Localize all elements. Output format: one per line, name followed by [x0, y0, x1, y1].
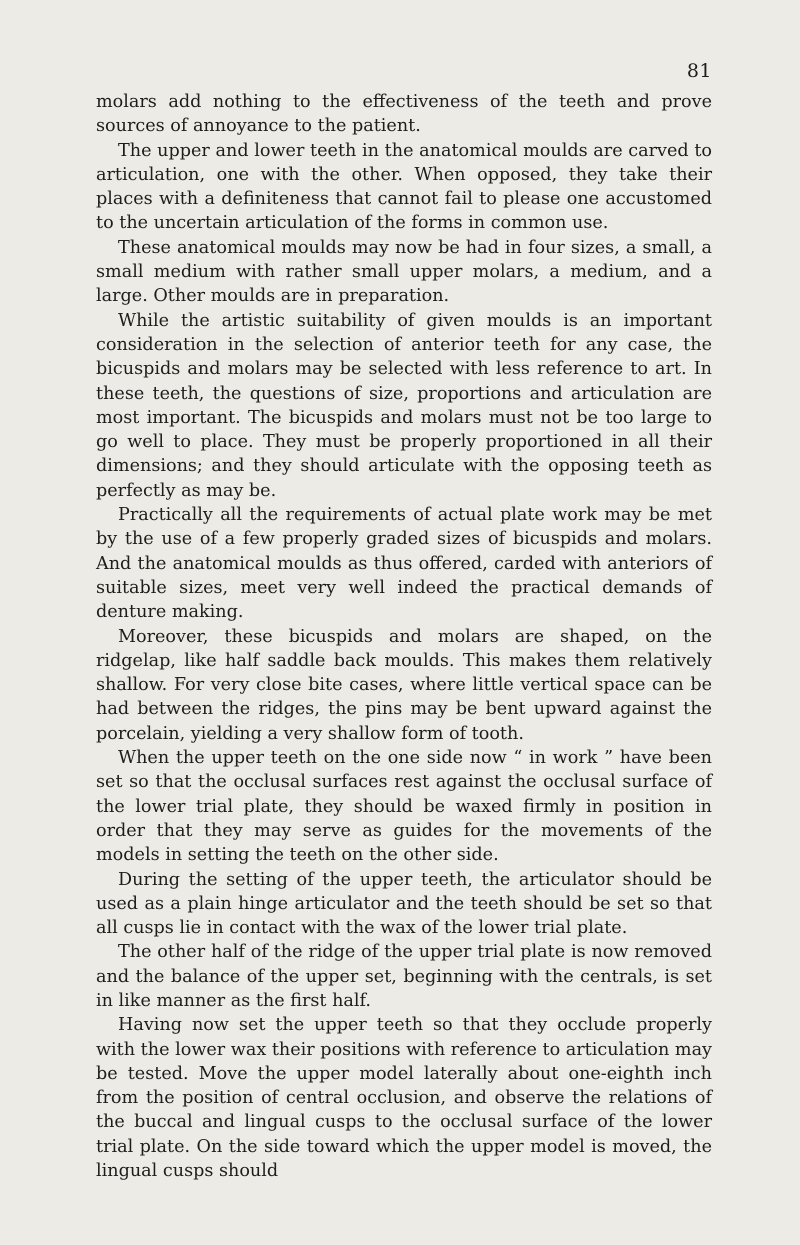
- paragraph: molars add nothing to the effectiveness of the teeth and prove sources of annoyance to the patient.: [96, 92, 712, 137]
- page-number: 81: [686, 60, 712, 82]
- paragraph: The other half of the ridge of the upper trial plate is now removed and the balance of the upper set, beginning with the centrals, is set in like manner as the first half.: [96, 942, 712, 1011]
- body-text: [96, 90, 712, 1183]
- paragraph: Practically all the requirements of actual plate work may be met by the use of a few properly graded sizes of bicuspids and molars. And the anatomical moulds as thus offered, carded with anteriors of suitable sizes, meet very well indeed the practical demands of denture making.: [96, 505, 712, 623]
- paragraph: Having now set the upper teeth so that they occlude properly with the lower wax their positions with reference to articulation may be tested. Move the upper model laterally about one-eighth inch from the position of central occlusion, and observe the relations of the buccal and lingual cusps to the occlusal surface of the lower trial plate. On the side toward which the upper model is moved, the lingual cusps should: [96, 1015, 712, 1182]
- paragraph: The upper and lower teeth in the anatomical moulds are carved to articulation, one with the other. When opposed, they take their places with a definiteness that cannot fail to please one accustomed to the uncertain articulation of the forms in common use.: [96, 140, 712, 234]
- paragraph: When the upper teeth on the one side now “ in work ” have been set so that the occlusal surfaces rest against the occlusal surface of the lower trial plate, they should be waxed firmly in position in order that they may serve as guides for the movements of the models in setting the teeth on the other side.: [96, 748, 712, 866]
- paragraph: Moreover, these bicuspids and molars are shaped, on the ridgelap, like half saddle back moulds. This makes them relatively shallow. For very close bite cases, where little vertical space can be had between the ridges, the pins may be bent upward against the porcelain, yielding a very shallow form of tooth.: [96, 626, 712, 744]
- paragraph: These anatomical moulds may now be had in four sizes, a small, a small medium with rather small upper molars, a medium, and a large. Other moulds are in preparation.: [96, 237, 712, 307]
- paragraph: During the setting of the upper teeth, the articulator should be used as a plain hinge articulator and the teeth should be set so that all cusps lie in contact with the wax of the lower trial plate.: [96, 869, 712, 939]
- paragraph: While the artistic suitability of given moulds is an important consideration in the selection of anterior teeth for any case, the bicuspids and molars may be selected with less reference to art. In these teeth, the questions of size, proportions and articulation are most important. The bicuspids and molars must not be too large to go well to place. They must be properly proportioned in all their dimensions; and they should articulate with the opposing teeth as perfectly as may be.: [96, 310, 712, 501]
